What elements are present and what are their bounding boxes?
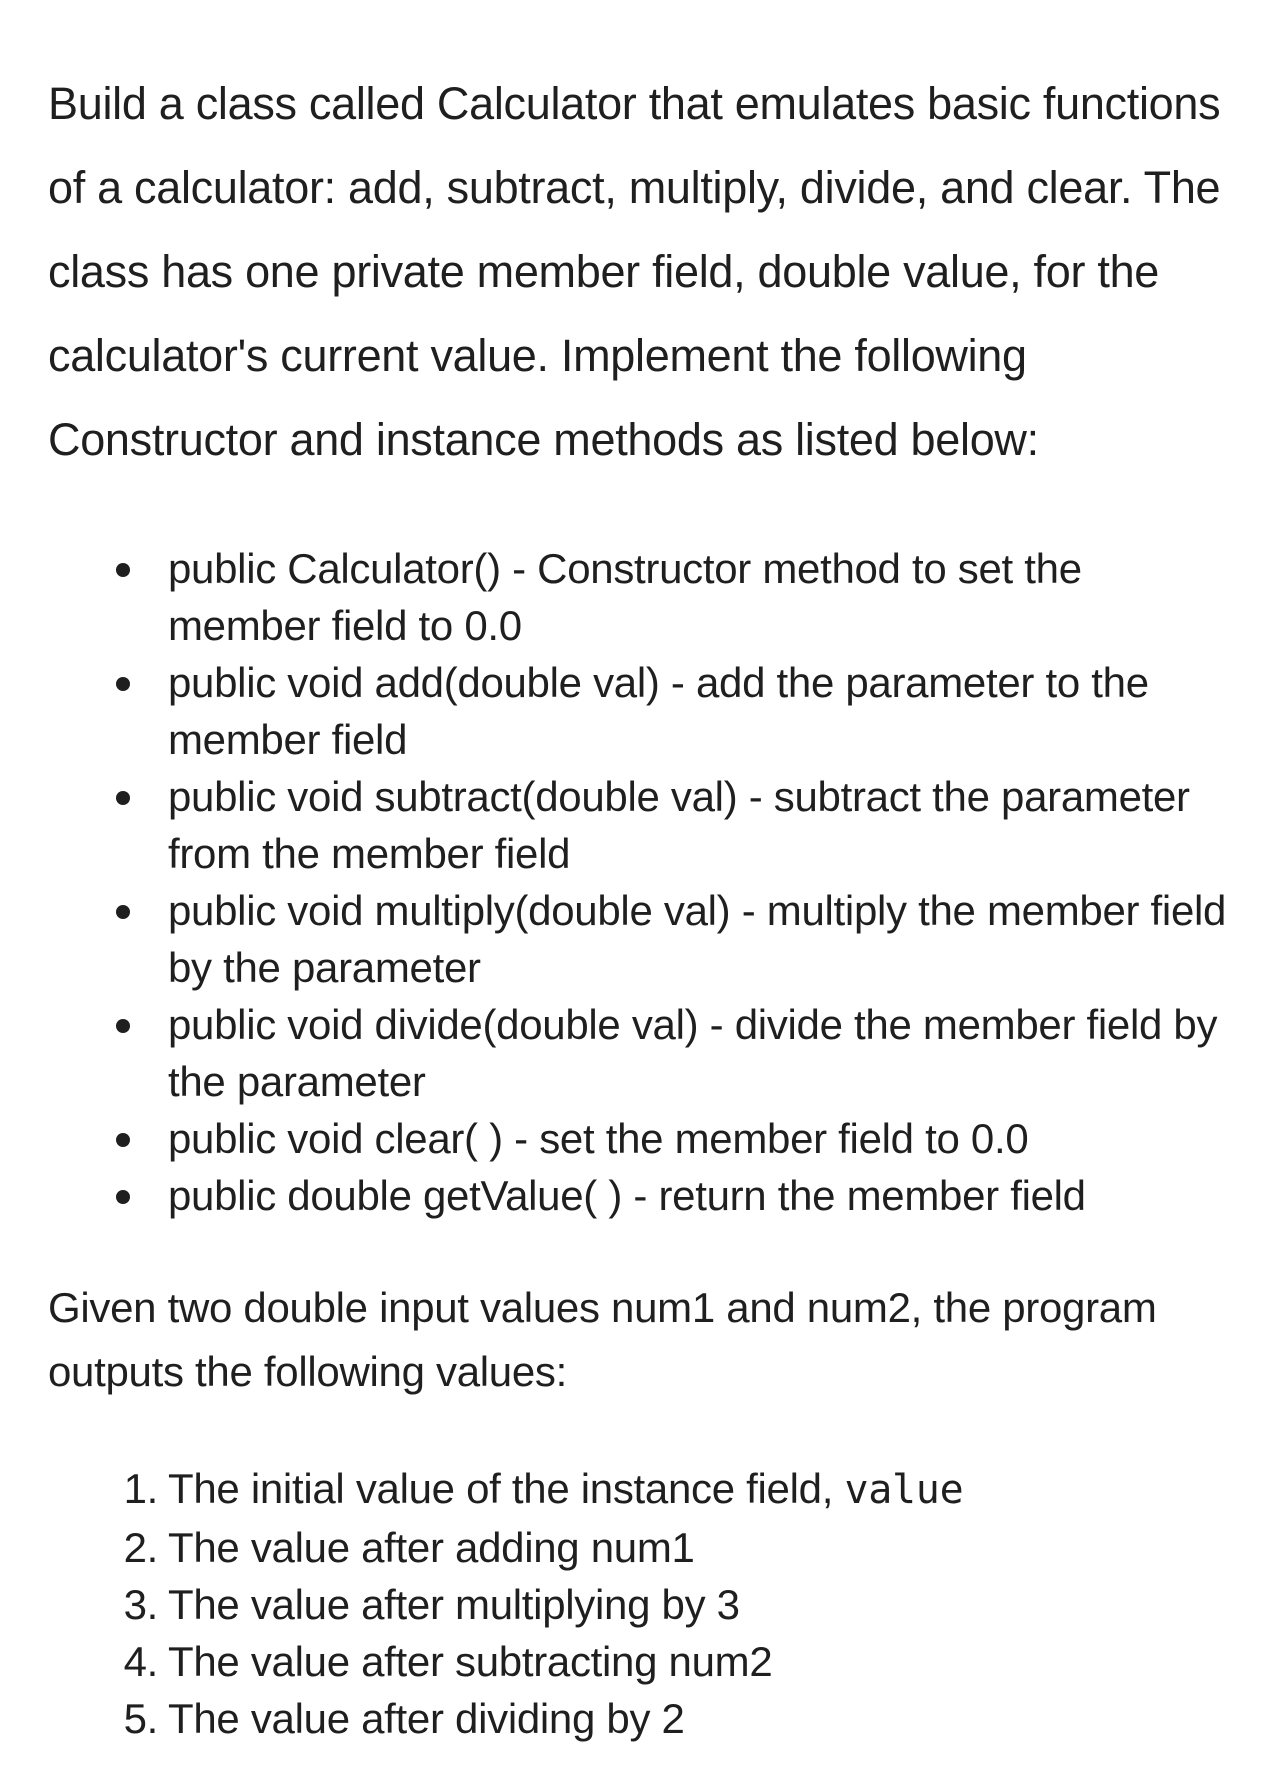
list-item — [123, 1576, 1236, 1633]
bullet-icon — [116, 677, 130, 691]
list-item — [168, 540, 1236, 654]
list-item — [123, 1633, 1236, 1690]
inline-code: value — [844, 1467, 964, 1513]
output-text: The value after subtracting num2 — [168, 1638, 773, 1685]
output-text: The value after dividing by 2 — [168, 1695, 685, 1742]
list-number: 3. — [123, 1581, 158, 1628]
list-item — [168, 996, 1236, 1110]
intro-paragraph: Build a class called Calculator that emulates basic functions of a calculator: add, subtract, multiply, divide, and clear. The class has one private member field, double value, for the calculator's current value. Implement the following Constructor and instance methods as listed below: — [48, 78, 1221, 465]
list-item — [168, 1110, 1236, 1167]
bullet-icon — [116, 563, 130, 577]
list-item — [123, 1519, 1236, 1576]
list-item — [168, 882, 1236, 996]
method-text: public void divide(double val) - divide the member field by the parameter — [168, 1001, 1218, 1105]
list-item — [168, 1167, 1236, 1224]
method-text: public void add(double val) - add the parameter to the member field — [168, 659, 1149, 763]
bullet-icon — [116, 905, 130, 919]
list-number: 2. — [123, 1524, 158, 1571]
given-paragraph: Given two double input values num1 and num2, the program outputs the following values: — [48, 1284, 1157, 1395]
list-number: 5. — [123, 1695, 158, 1742]
output-text: The value after multiplying by 3 — [168, 1581, 740, 1628]
list-item — [168, 768, 1236, 882]
method-text: public Calculator() - Constructor method to set the member field to 0.0 — [168, 545, 1082, 649]
bullet-icon — [116, 791, 130, 805]
method-text: public double getValue( ) - return the member field — [168, 1172, 1086, 1219]
bullet-icon — [116, 1133, 130, 1147]
methods-list — [48, 540, 1236, 1224]
bullet-icon — [116, 1019, 130, 1033]
outputs-list — [48, 1460, 1236, 1747]
list-number: 4. — [123, 1638, 158, 1685]
method-text: public void subtract(double val) - subtract the parameter from the member field — [168, 773, 1190, 877]
list-number: 1. — [123, 1465, 158, 1512]
list-item — [123, 1690, 1236, 1747]
output-text: The value after adding num1 — [168, 1524, 695, 1571]
list-item — [123, 1460, 1236, 1519]
method-text: public void clear( ) - set the member field to 0.0 — [168, 1115, 1029, 1162]
method-text: public void multiply(double val) - multiply the member field by the parameter — [168, 887, 1227, 991]
list-item — [168, 654, 1236, 768]
bullet-icon — [116, 1190, 130, 1204]
output-text: The initial value of the instance field, — [168, 1465, 845, 1512]
